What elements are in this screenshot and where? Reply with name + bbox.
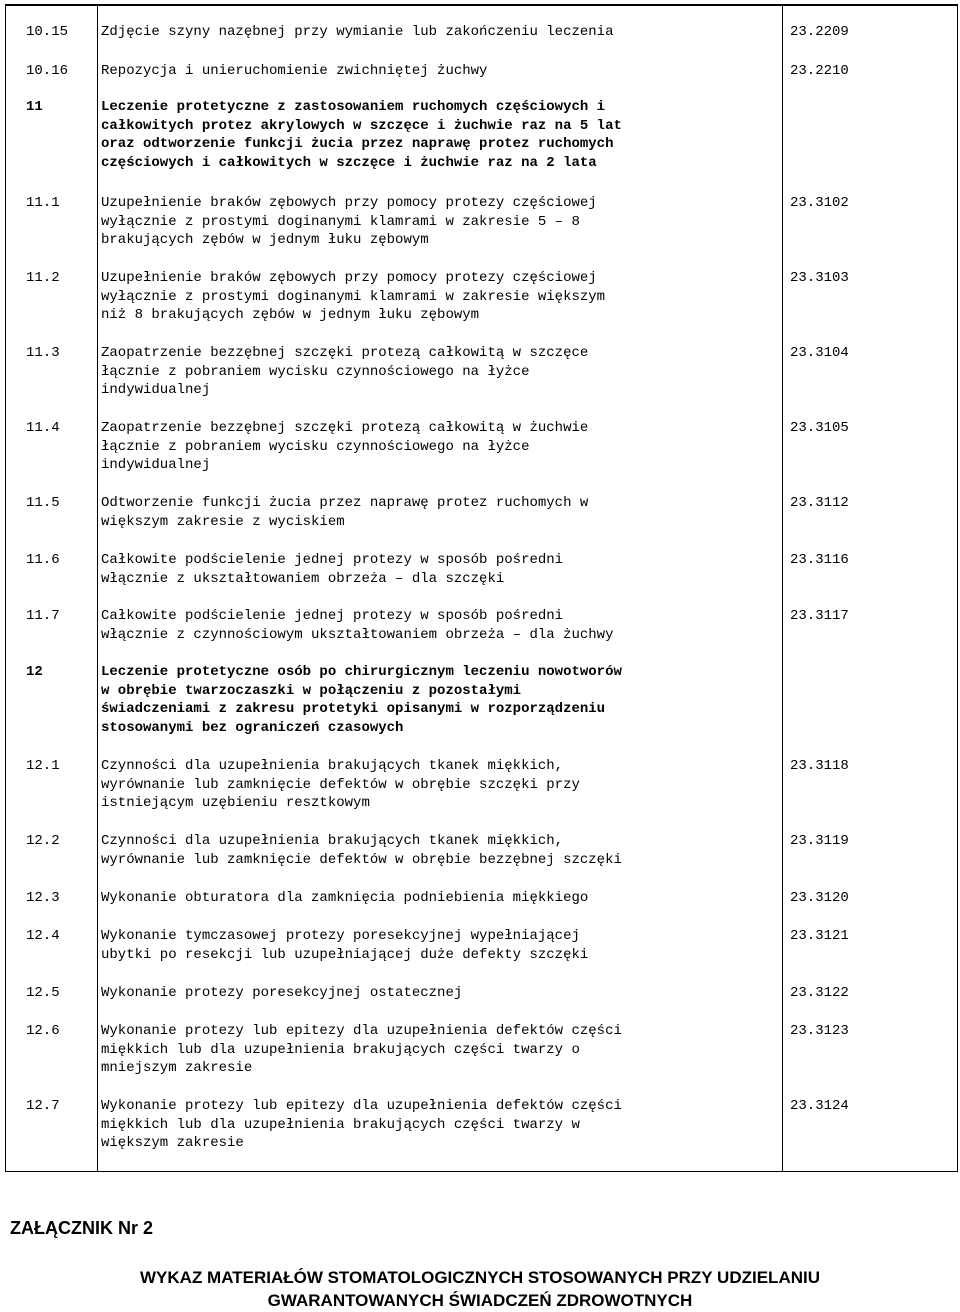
row-description-line: Zdjęcie szyny nazębnej przy wymianie lub zakończeniu leczenia: [101, 24, 614, 40]
row-description-line: większym zakresie z wyciskiem: [101, 513, 345, 530]
row-number: 11.7: [26, 608, 60, 624]
row-description-line: Zaopatrzenie bezzębnej szczęki protezą całkowitą w żuchwie: [101, 420, 589, 436]
row-number: 11.5: [26, 495, 60, 511]
row-description-line: Czynności dla uzupełnienia brakujących tkanek miękkich,: [101, 758, 564, 774]
row-description-line: Uzupełnienie braków zębowych przy pomocy protezy częściowej: [101, 195, 597, 211]
row-code: 23.3104: [790, 345, 849, 361]
row-code: 23.3117: [790, 608, 849, 624]
row-code: 23.3105: [790, 420, 849, 436]
row-description-line: Wykonanie protezy lub epitezy dla uzupełnienia defektów części: [101, 1023, 622, 1039]
row-number: 12.6: [26, 1023, 60, 1039]
row-description-line: brakujących zębów w jednym łuku zębowym: [101, 232, 429, 248]
row-number: 11.3: [26, 345, 60, 361]
row-description-line: w obrębie twarzoczaszki w połączeniu z pozostałymi: [101, 682, 522, 699]
row-number: 12: [26, 664, 43, 680]
row-description-line: częściowych i całkowitych w szczęce i żuchwie raz na 2 lata: [101, 154, 597, 171]
row-description-line: włącznie z czynnościowym ukształtowaniem obrzeża – dla żuchwy: [101, 626, 614, 643]
row-code: 23.3123: [790, 1023, 849, 1039]
row-description-line: większym zakresie: [101, 1135, 244, 1151]
row-description-line: istniejącym uzębieniu resztkowym: [101, 795, 370, 811]
row-description-line: wyrównanie lub zamknięcie defektów w obrębie szczęki przy: [101, 776, 580, 793]
row-number: 11.1: [26, 195, 60, 211]
row-description-line: Wykonanie tymczasowej protezy poresekcyjnej wypełniającej: [101, 928, 580, 944]
row-code: 23.3121: [790, 928, 849, 944]
row-code: 23.3102: [790, 195, 849, 211]
row-description-line: niż 8 brakujących zębów w jednym łuku zębowym: [101, 307, 480, 323]
row-description-line: wyrównanie lub zamknięcie defektów w obrębie bezzębnej szczęki: [101, 851, 622, 868]
row-description-line: miękkich lub dla uzupełnienia brakujących części twarzy w: [101, 1116, 580, 1133]
row-code: 23.3119: [790, 833, 849, 849]
column-divider: [97, 5, 98, 1171]
table-top-border: [6, 5, 957, 6]
row-code: 23.3124: [790, 1098, 849, 1114]
row-description-line: łącznie z pobraniem wycisku czynnościowego na łyżce: [101, 363, 530, 380]
row-number: 11.2: [26, 270, 60, 286]
annex-heading: ZAŁĄCZNIK Nr 2: [10, 1218, 153, 1238]
row-description-line: Całkowite podścielenie jednej protezy w sposób pośredni: [101, 552, 564, 568]
row-description-line: Leczenie protetyczne osób po chirurgicznym leczeniu nowotworów: [101, 664, 622, 680]
row-number: 11.4: [26, 420, 60, 436]
row-code: 23.3116: [790, 552, 849, 568]
row-number: 11.6: [26, 552, 60, 568]
row-description-line: łącznie z pobraniem wycisku czynnościowego na łyżce: [101, 438, 530, 455]
row-description-line: indywidualnej: [101, 382, 211, 398]
row-description-line: ubytki po resekcji lub uzupełniającej duże defekty szczęki: [101, 946, 589, 963]
row-number: 10.16: [26, 63, 69, 79]
column-divider: [782, 5, 783, 1171]
row-description-line: Zaopatrzenie bezzębnej szczęki protezą całkowitą w szczęce: [101, 345, 589, 361]
row-description-line: Uzupełnienie braków zębowych przy pomocy protezy częściowej: [101, 270, 597, 286]
row-description-line: oraz odtworzenie funkcji żucia przez naprawę protez ruchomych: [101, 136, 614, 152]
row-number: 10.15: [26, 24, 69, 40]
document-title-line-2: GWARANTOWANYCH ŚWIADCZEŃ ZDROWOTNYCH: [267, 1291, 693, 1310]
row-code: 23.3112: [790, 495, 849, 511]
row-code: 23.2209: [790, 24, 849, 40]
row-number: 12.2: [26, 833, 60, 849]
row-code: 23.3122: [790, 985, 849, 1001]
row-description-line: włącznie z ukształtowaniem obrzeża – dla szczęki: [101, 570, 505, 587]
row-code: 23.3120: [790, 890, 849, 906]
row-number: 12.4: [26, 928, 60, 944]
document-title-line-1: WYKAZ MATERIAŁÓW STOMATOLOGICZNYCH STOSOWANYCH PRZY UDZIELANIU: [140, 1268, 820, 1287]
row-number: 12.7: [26, 1098, 60, 1114]
row-description-line: miękkich lub dla uzupełnienia brakujących części twarzy o: [101, 1041, 580, 1058]
row-description-line: całkowitych protez akrylowych w szczęce i żuchwie raz na 5 lat: [101, 117, 622, 134]
row-number: 12.3: [26, 890, 60, 906]
row-description-line: wyłącznie z prostymi doginanymi klamrami w zakresie 5 – 8: [101, 213, 580, 230]
row-description-line: indywidualnej: [101, 457, 211, 473]
row-description-line: Wykonanie obturatora dla zamknięcia podniebienia miękkiego: [101, 890, 589, 906]
row-description-line: Wykonanie protezy poresekcyjnej ostatecznej: [101, 985, 463, 1001]
row-description-line: mniejszym zakresie: [101, 1060, 253, 1076]
row-code: 23.3103: [790, 270, 849, 286]
row-description-line: wyłącznie z prostymi doginanymi klamrami w zakresie większym: [101, 288, 606, 305]
row-description-line: Wykonanie protezy lub epitezy dla uzupełnienia defektów części: [101, 1098, 622, 1114]
row-description-line: Leczenie protetyczne z zastosowaniem ruchomych częściowych i: [101, 99, 606, 115]
row-description-line: stosowanymi bez ograniczeń czasowych: [101, 719, 404, 736]
row-number: 11: [26, 99, 43, 115]
row-number: 12.5: [26, 985, 60, 1001]
row-description-line: Repozycja i unieruchomienie zwichniętej żuchwy: [101, 63, 488, 79]
row-code: 23.2210: [790, 63, 849, 79]
row-description-line: świadczeniami z zakresu protetyki opisanymi w rozporządzeniu: [101, 701, 606, 717]
row-description-line: Całkowite podścielenie jednej protezy w sposób pośredni: [101, 608, 564, 624]
row-description-line: Czynności dla uzupełnienia brakujących tkanek miękkich,: [101, 833, 564, 849]
row-code: 23.3118: [790, 758, 849, 774]
row-description-line: Odtworzenie funkcji żucia przez naprawę protez ruchomych w: [101, 495, 589, 511]
row-number: 12.1: [26, 758, 60, 774]
